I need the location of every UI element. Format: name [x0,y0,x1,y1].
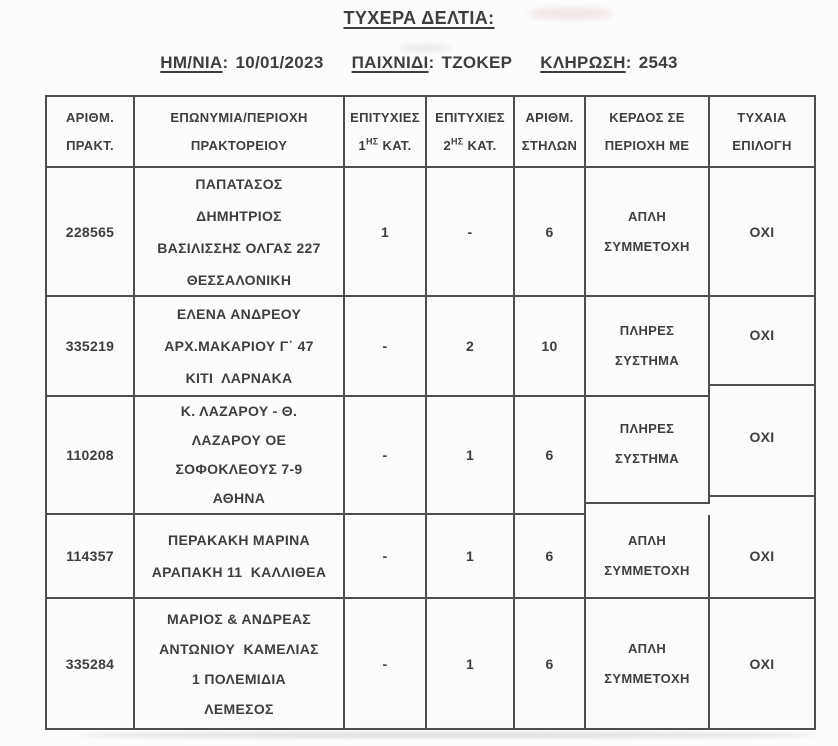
cell-win-type [586,297,710,397]
table-header-row [47,97,814,168]
header-wins-cat1 [345,97,427,168]
cell-agency-number: 114357 [47,515,135,599]
header-cat-sup: ΗΣ [365,136,379,147]
cell-text-line: ΠΛΗΡΕΣ [619,323,675,338]
header-cat-number: 2 [443,137,451,153]
meta-colon: : [428,53,435,72]
cell-columns-count: 6 [515,515,586,599]
cell-wins-cat2: 1 [427,397,515,515]
cell-text-line: ΣΥΜΜΕΤΟΧΗ [604,238,690,254]
header-random-pick [710,97,814,168]
cell-wins-cat2: - [427,168,515,297]
cell-text-line: ΛΕΜΕΣΟΣ [204,700,274,717]
cell-text-line: ΑΠΛΗ [627,208,667,224]
header-line: ΕΠΙΤΥΧΙΕΣ [435,109,505,125]
cell-text-line: ΘΕΣΣΑΛΟΝΙΚΗ [186,271,292,288]
cell-random-pick: ΟΧΙ [710,515,814,599]
cell-text-line: 1 ΠΟΛΕΜΙΔΙΑ [192,670,286,687]
cell-text-line: ΑΝΤΩΝΙΟΥ ΚΑΜΕΛΙΑΣ [159,640,319,657]
cell-text-line: ΠΡΑΚΤΟΡΕΙΟΥ [190,137,288,153]
table-row [47,515,814,599]
meta-date-label: ΗΜ/ΝΙΑ [160,53,223,72]
header-line [358,132,411,160]
meta-line [0,53,838,73]
header-agency-name-location [135,97,345,168]
cell-text-line: ΣΟΦΟΚΛΕΟΥΣ 7-9 [175,461,303,477]
meta-game-value: ΤΖΟΚΕΡ [441,53,513,72]
cell-wins-cat1: - [345,297,427,397]
cell-win-type [586,599,710,728]
meta-draw-label: ΚΛΗΡΩΣΗ [540,53,626,72]
cell-text-line: ΣΥΜΜΕΤΟΧΗ [604,563,690,578]
header-cat-sup: ΗΣ [450,136,464,147]
header-cat-number: 1 [358,137,366,153]
cell-agency-name-location [135,599,345,728]
cell-columns-count: 6 [515,168,586,297]
cell-columns-count: 6 [515,397,586,515]
table-row [47,599,814,728]
cell-text-line: ΣΥΜΜΕΤΟΧΗ [604,670,690,686]
cell-text-line: ΚΕΡΔΟΣ ΣΕ [609,109,685,125]
cell-text-line: ΒΑΣΙΛΙΣΣΗΣ ΟΛΓΑΣ 227 [157,239,321,256]
header-cat-rest: ΚΑΤ. [382,137,412,153]
meta-draw-value: 2543 [638,53,678,72]
cell-agency-number: 335284 [47,599,135,728]
meta-colon: : [625,53,632,72]
cell-wins-cat2: 1 [427,599,515,728]
cell-text-line: ΑΡΙΘΜ. [65,109,115,125]
cell-agency-number: 335219 [47,297,135,397]
cell-agency-name-location [135,168,345,297]
header-wins-cat2 [427,97,515,168]
meta-date [160,53,323,73]
header-line [443,132,496,160]
cell-text-line: ΜΑΡΙΟΣ & ΑΝΔΡΕΑΣ [167,610,311,627]
header-agency-number [47,97,135,168]
cell-columns-count: 6 [515,599,586,728]
cell-wins-cat1: - [345,397,427,515]
cell-text-line: ΑΠΛΗ [627,533,667,548]
table-row [47,297,814,397]
cell-win-type [586,168,710,297]
cell-random-pick: ΟΧΙ [710,168,814,297]
table-row [47,168,814,297]
cell-agency-number: 110208 [47,397,135,515]
cell-text-line: Κ. ΛΑΖΑΡΟΥ - Θ. [180,403,298,419]
cell-wins-cat1: 1 [345,168,427,297]
cell-text-line: ΑΘΗΝΑ [212,490,266,506]
cell-text-line: ΤΥΧΑΙΑ [737,109,787,125]
meta-date-value: 10/01/2023 [235,53,324,72]
scan-shadow [76,733,818,737]
cell-agency-name-location [135,397,345,515]
cell-text-line: ΣΥΣΤΗΜΑ [615,451,679,466]
cell-text-line: ΠΛΗΡΕΣ [619,421,675,436]
meta-game [352,53,513,73]
cell-text-line: ΕΛΕΝΑ ΑΝΔΡΕΟΥ [176,306,302,322]
cell-text-line: ΑΡΧ.ΜΑΚΑΡΙΟΥ Γ΄ 47 [164,338,314,354]
cell-random-pick: ΟΧΙ [749,655,775,672]
cell-text-line: ΛΑΖΑΡΟΥ ΟΕ [191,432,287,448]
cell-text-line: ΑΠΛΗ [627,640,667,656]
cell-text-line: ΠΕΡΑΚΑΚΗ ΜΑΡΙΝΑ [168,532,310,548]
cell-win-type [586,515,710,599]
lucky-tickets-table [45,95,816,730]
cell-wins-cat1: - [345,599,427,728]
header-line: ΕΠΙΤΥΧΙΕΣ [350,109,420,125]
cell-wins-cat2: 1 [427,515,515,599]
cell-text-line: ΠΡΑΚΤ. [66,137,114,153]
scan-artifact [400,44,452,52]
cell-agency-name-location [135,515,345,599]
meta-colon: : [222,53,229,72]
cell-text-line: ΔΗΜΗΤΡΙΟΣ [196,207,282,224]
page-title: ΤΥΧΕΡΑ ΔΕΛΤΙΑ: [343,8,495,28]
cell-text-line: ΠΕΡΙΟΧΗ ΜΕ [604,137,690,153]
cell-wins-cat2: 2 [427,297,515,397]
meta-game-label: ΠΑΙΧΝΙΔΙ [351,53,429,72]
cell-text-line: ΣΤΗΛΩΝ [521,137,578,153]
header-win-type [586,97,710,168]
cell-wins-cat1: - [345,515,427,599]
cell-text-line: ΕΠΩΝΥΜΙΑ/ΠΕΡΙΟΧΗ [170,109,308,125]
header-cat-rest: ΚΑΤ. [467,137,497,153]
meta-draw [540,53,677,73]
table-row [47,397,814,515]
cell-text-line: ΣΥΣΤΗΜΑ [615,353,679,368]
cell-text-line: ΕΠΙΛΟΓΗ [732,137,792,153]
cell-text-line: ΠΑΠΑΤΑΣΟΣ [195,175,283,192]
cell-columns-count: 10 [515,297,586,397]
cell-text-line: ΚΙΤΙ ΛΑΡΝΑΚΑ [185,370,293,386]
cell-win-type [586,386,710,504]
cell-agency-number: 228565 [47,168,135,297]
header-columns-count [515,97,586,168]
cell-text-line: ΑΡΑΠΑΚΗ 11 ΚΑΛΛΙΘΕΑ [151,564,327,580]
cell-text-line: ΑΡΙΘΜ. [525,109,574,125]
cell-random-pick: ΟΧΙ [710,286,814,386]
cell-agency-name-location [135,297,345,397]
cell-random-pick: ΟΧΙ [710,379,814,497]
